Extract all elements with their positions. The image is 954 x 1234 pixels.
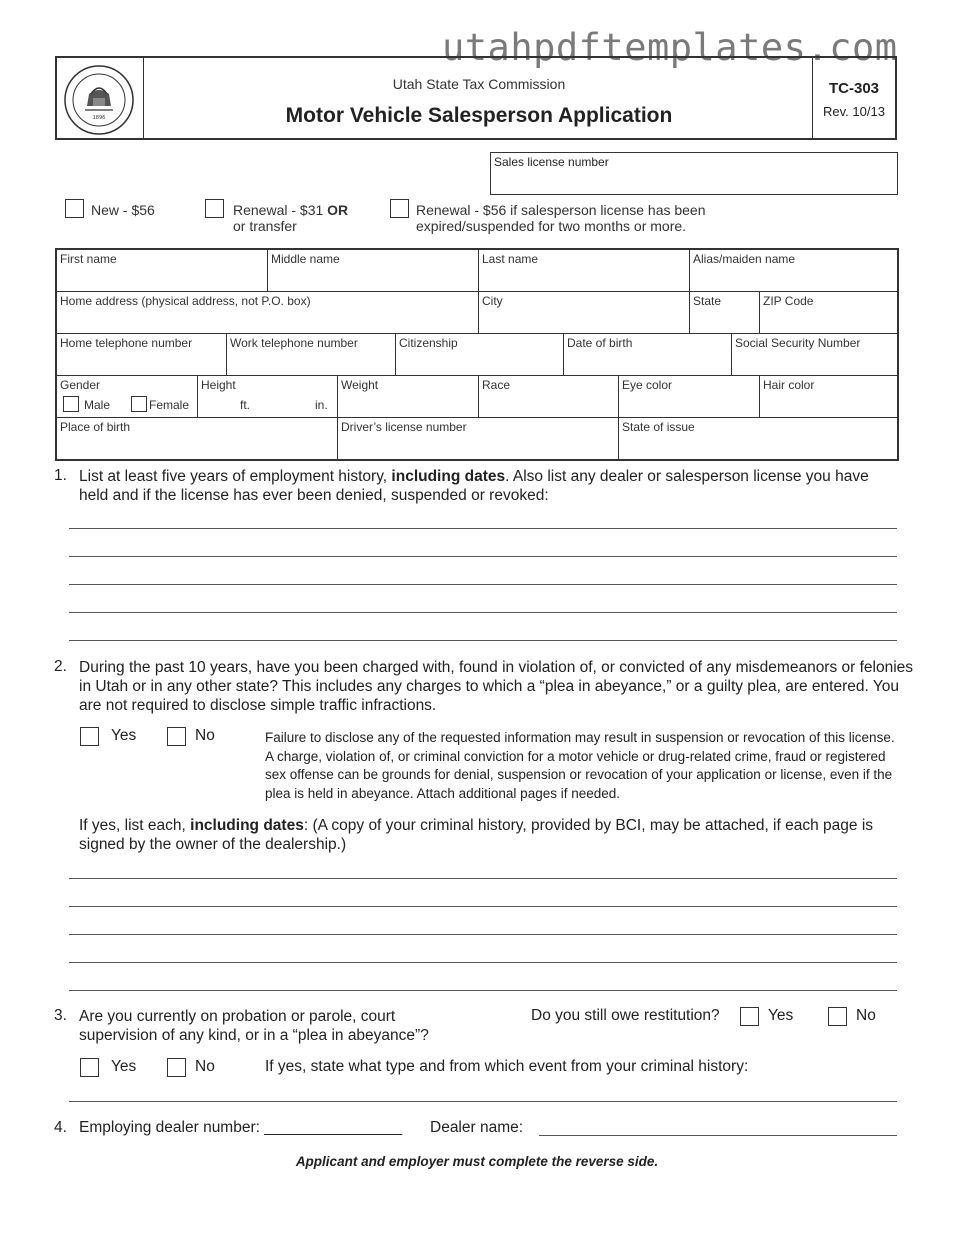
q3-no-label: No [195, 1058, 215, 1075]
place-of-birth-label: Place of birth [60, 420, 131, 434]
q2-line3: are not required to disclose simple traffic infractions. [79, 697, 437, 714]
state-label: State [693, 294, 722, 308]
zip-field[interactable] [759, 292, 897, 333]
alias-label: Alias/maiden name [693, 252, 796, 266]
first-name-label: First name [60, 252, 117, 266]
q1-text-line2: held and if the license has ever been denied, suspended or revoked: [79, 487, 549, 504]
q1-text-a: List at least five years of employment history, [79, 468, 392, 485]
form-id-cell [812, 58, 895, 138]
state-of-issue-field[interactable] [618, 418, 897, 460]
seal-year: 1896 [92, 115, 106, 121]
q2-answer-line[interactable] [69, 906, 897, 907]
q2-list-c: : (A copy of your criminal history, provided by BCI, may be attached, if each page is [303, 817, 874, 834]
q2-note-line4: plea is held in abeyance. Attach additional pages if needed. [265, 785, 621, 801]
q2-answer-line[interactable] [69, 990, 897, 991]
ssn-label: Social Security Number [735, 336, 861, 350]
gender-label: Gender [60, 378, 101, 392]
hair-color-field[interactable] [759, 376, 897, 417]
q2-line2: in Utah or in any other state? This includes any charges to which a “plea in abeyance,” or a guilty plea, are entered. You [79, 678, 899, 695]
home-address-field[interactable] [57, 292, 478, 333]
gender-field [57, 376, 197, 417]
restitution-yes-label: Yes [768, 1007, 794, 1024]
weight-label: Weight [341, 378, 379, 392]
eye-color-field[interactable] [618, 376, 759, 417]
q2-list-bold: including dates [190, 817, 304, 834]
renewal-31-label [233, 202, 348, 234]
q4-number: 4. [54, 1119, 67, 1136]
renewal-31-or: OR [327, 202, 349, 218]
q1-answer-line[interactable] [69, 528, 897, 529]
q2-answer-line[interactable] [69, 934, 897, 935]
q3-no-checkbox[interactable] [167, 1058, 186, 1077]
middle-name-field[interactable] [267, 250, 478, 291]
q2-note-line1: Failure to disclose any of the requested information may result in suspension or revocation of this license. [265, 730, 895, 745]
dealer-name-line[interactable] [539, 1135, 897, 1136]
sales-license-label: Sales license number [494, 155, 609, 169]
height-label: Height [201, 378, 236, 392]
male-checkbox[interactable] [63, 396, 79, 412]
restitution-question: Do you still owe restitution? [531, 1007, 720, 1024]
city-field[interactable] [478, 292, 689, 333]
renewal-56-label [416, 202, 706, 234]
new-checkbox[interactable] [65, 199, 84, 218]
header-center [143, 58, 815, 138]
q2-note-line2: A charge, violation of, or criminal conviction for a motor vehicle or drug-related crime, fraud or registered [265, 748, 886, 764]
q1-answer-line[interactable] [69, 556, 897, 557]
utah-state-seal-icon [63, 64, 135, 136]
first-name-field[interactable] [57, 250, 267, 291]
q3-yes-checkbox[interactable] [80, 1058, 99, 1077]
place-of-birth-field[interactable] [57, 418, 337, 460]
home-address-label: Home address (physical address, not P.O. box) [60, 294, 311, 308]
q2-no-label: No [195, 727, 215, 744]
form-number: TC-303 [828, 80, 880, 97]
work-phone-field[interactable] [226, 334, 395, 375]
q2-number: 2. [54, 658, 67, 675]
agency-name: Utah State Tax Commission [392, 76, 566, 92]
work-phone-label: Work telephone number [230, 336, 358, 350]
race-field[interactable] [478, 376, 618, 417]
q1-number: 1. [54, 467, 67, 484]
form-revision: Rev. 10/13 [823, 104, 885, 119]
q2-yes-checkbox[interactable] [80, 727, 99, 746]
drivers-license-field[interactable] [337, 418, 618, 460]
q1-answer-line[interactable] [69, 612, 897, 613]
q2-note-line3: sex offense can be grounds for denial, suspension or revocation of your application or license, even if the [265, 767, 893, 782]
q2-no-checkbox[interactable] [167, 727, 186, 746]
q3-line1: Are you currently on probation or parole, court [79, 1008, 396, 1025]
eye-color-label: Eye color [622, 378, 673, 392]
q2-text [79, 658, 919, 715]
seal-cell [57, 58, 144, 138]
restitution-yes-checkbox[interactable] [740, 1007, 759, 1026]
applicant-info-grid [55, 248, 899, 461]
form-header [55, 56, 897, 140]
state-of-issue-label: State of issue [622, 420, 695, 434]
citizenship-field[interactable] [395, 334, 563, 375]
zip-label: ZIP Code [763, 294, 814, 308]
watermark: utahpdftemplates.com [442, 26, 898, 69]
q1-text [79, 467, 909, 505]
q1-text-bold: including dates [391, 468, 506, 485]
renewal-31-checkbox[interactable] [205, 199, 224, 218]
renewal-56-line1: Renewal - $56 if salesperson license has been [416, 202, 706, 218]
q2-list-d: signed by the owner of the dealership.) [79, 836, 347, 853]
q1-text-c: . Also list any dealer or salesperson license you have [505, 468, 869, 485]
last-name-label: Last name [482, 252, 539, 266]
dob-label: Date of birth [567, 336, 633, 350]
q3-answer-line[interactable] [69, 1101, 897, 1102]
q2-answer-line[interactable] [69, 878, 897, 879]
row-birth-license [57, 418, 897, 460]
home-phone-label: Home telephone number [60, 336, 193, 350]
alias-field[interactable] [689, 250, 897, 291]
drivers-license-label: Driver’s license number [341, 420, 467, 434]
q3-number: 3. [54, 1007, 67, 1024]
sales-license-number-field[interactable] [490, 152, 898, 195]
q2-yes-label: Yes [111, 727, 137, 744]
height-field[interactable] [197, 376, 337, 417]
city-label: City [482, 294, 503, 308]
middle-name-label: Middle name [271, 252, 340, 266]
q1-answer-line[interactable] [69, 584, 897, 585]
ssn-field[interactable] [731, 334, 897, 375]
dob-field[interactable] [563, 334, 731, 375]
last-name-field[interactable] [478, 250, 689, 291]
form-title: Motor Vehicle Salesperson Application [285, 104, 673, 127]
renewal-31-text: Renewal - $31 [233, 202, 324, 218]
row-contact [57, 334, 897, 376]
row-names [57, 250, 897, 292]
restitution-no-checkbox[interactable] [828, 1007, 847, 1026]
q2-disclosure-note [265, 729, 905, 803]
dealer-name-label: Dealer name: [430, 1119, 524, 1136]
race-label: Race [482, 378, 511, 392]
row-physical [57, 376, 897, 418]
state-field[interactable] [689, 292, 759, 333]
renewal-56-checkbox[interactable] [390, 199, 409, 218]
q2-list-instructions [79, 816, 919, 854]
restitution-no-label: No [856, 1007, 876, 1024]
height-in-label: in. [315, 398, 328, 412]
q3-yes-label: Yes [111, 1058, 137, 1075]
weight-field[interactable] [337, 376, 478, 417]
height-ft-label: ft. [240, 398, 251, 412]
renewal-56-line2: expired/suspended for two months or more. [416, 218, 687, 234]
new-option-label: New - $56 [91, 202, 155, 218]
q1-answer-line[interactable] [69, 640, 897, 641]
q2-answer-line[interactable] [69, 962, 897, 963]
q2-list-a: If yes, list each, [79, 817, 191, 834]
row-address [57, 292, 897, 334]
female-label: Female [149, 398, 190, 412]
q3-line2: supervision of any kind, or in a “plea in abeyance”? [79, 1027, 429, 1044]
renewal-31-transfer: or transfer [233, 218, 297, 234]
q3-if-yes-text: If yes, state what type and from which event from your criminal history: [265, 1058, 749, 1075]
dealer-number-field[interactable]: Employing dealer number: ________________ [79, 1119, 403, 1136]
q2-line1: During the past 10 years, have you been charged with, found in violation of, or convicted of any misdemeanors or felonies [79, 659, 914, 676]
q3-text [79, 1007, 519, 1045]
citizenship-label: Citizenship [399, 336, 458, 350]
footer-note: Applicant and employer must complete the reverse side. [295, 1154, 659, 1169]
hair-color-label: Hair color [763, 378, 815, 392]
female-checkbox[interactable] [131, 396, 147, 412]
home-phone-field[interactable] [57, 334, 226, 375]
male-label: Male [84, 398, 111, 412]
